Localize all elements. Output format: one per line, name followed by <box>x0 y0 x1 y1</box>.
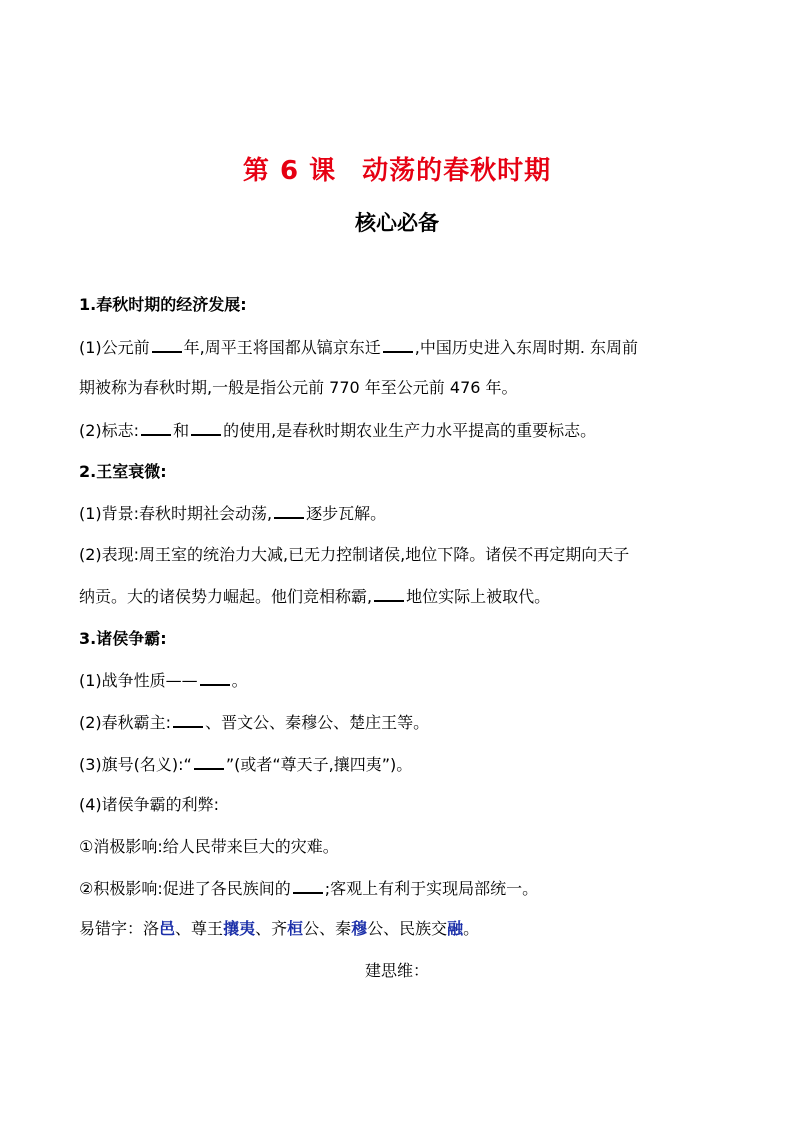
lesson-number: 第 6 课 <box>242 156 337 186</box>
text: 和 <box>173 421 190 440</box>
fill-blank <box>293 877 323 894</box>
s3-item4-negative: ①消极影响:给人民带来巨大的灾难。 <box>79 837 339 856</box>
text: 年,周平王将国都从镐京东迁 <box>183 338 381 357</box>
s2-item2-line1: (2)表现:周王室的统治力大减,已无力控制诸侯,地位下降。诸侯不再定期向天子 <box>79 545 630 564</box>
s1-item2 <box>79 419 596 442</box>
text: 、尊王 <box>175 919 224 938</box>
s2-item1 <box>79 502 386 525</box>
text: 。 <box>463 919 480 938</box>
lesson-name: 动荡的春秋时期 <box>362 156 552 186</box>
text: 的使用,是春秋时期农业生产力水平提高的重要标志。 <box>223 421 597 440</box>
fill-blank <box>200 669 230 686</box>
easy-mistake-chars <box>79 918 479 940</box>
heading-3: 3.诸侯争霸: <box>79 629 167 648</box>
section-subtitle: 核心必备 <box>355 211 439 235</box>
s3-item4-positive <box>79 877 538 900</box>
s1-item1-line1 <box>79 336 638 359</box>
text: 公、秦 <box>303 919 352 938</box>
heading-1: 1.春秋时期的经济发展: <box>79 295 247 314</box>
highlight-char: 桓 <box>287 919 304 938</box>
text: ,中国历史进入东周时期. 东周前 <box>414 338 639 357</box>
fill-blank <box>374 585 404 602</box>
text: ;客观上有利于实现局部统一。 <box>324 879 539 898</box>
text: 、齐 <box>255 919 288 938</box>
build-thinking-label: 建思维： <box>364 961 429 980</box>
text: 逐步瓦解。 <box>306 504 387 523</box>
highlight-char: 穆 <box>351 919 368 938</box>
fill-blank <box>141 419 171 436</box>
label: 易错字： <box>79 919 144 938</box>
fill-blank <box>173 711 203 728</box>
text: (2)春秋霸主: <box>79 713 172 732</box>
text: (1)公元前 <box>79 338 150 357</box>
text: ②积极影响:促进了各民族间的 <box>79 879 291 898</box>
s3-item4: (4)诸侯争霸的利弊: <box>79 795 220 814</box>
text: ”(或者“尊天子,攘四夷”)。 <box>225 755 413 774</box>
text: 纳贡。大的诸侯势力崛起。他们竞相称霸, <box>79 587 373 606</box>
highlight-char: 邑 <box>159 919 176 938</box>
text: 。 <box>231 671 248 690</box>
text: (3)旗号(名义):“ <box>79 755 192 774</box>
lesson-title <box>0 150 794 187</box>
highlight-char: 融 <box>447 919 464 938</box>
heading-2: 2.王室衰微: <box>79 462 167 481</box>
text: 公、民族交 <box>367 919 448 938</box>
fill-blank <box>274 502 304 519</box>
fill-blank <box>383 336 413 353</box>
fill-blank <box>191 419 221 436</box>
fill-blank <box>152 336 182 353</box>
s3-item3 <box>79 753 412 776</box>
text: (1)背景:春秋时期社会动荡, <box>79 504 273 523</box>
text: 地位实际上被取代。 <box>406 587 551 606</box>
fill-blank <box>194 753 224 770</box>
highlight-char: 攘夷 <box>223 919 256 938</box>
s2-item2-line2 <box>79 585 550 608</box>
s1-item1-line2: 期被称为春秋时期,一般是指公元前 770 年至公元前 476 年。 <box>79 378 518 397</box>
text: 、晋文公、秦穆公、楚庄王等。 <box>205 713 430 732</box>
s3-item1 <box>79 669 248 692</box>
text: 洛 <box>143 919 160 938</box>
text: (1)战争性质—— <box>79 671 198 690</box>
text: (2)标志: <box>79 421 140 440</box>
s3-item2 <box>79 711 429 734</box>
